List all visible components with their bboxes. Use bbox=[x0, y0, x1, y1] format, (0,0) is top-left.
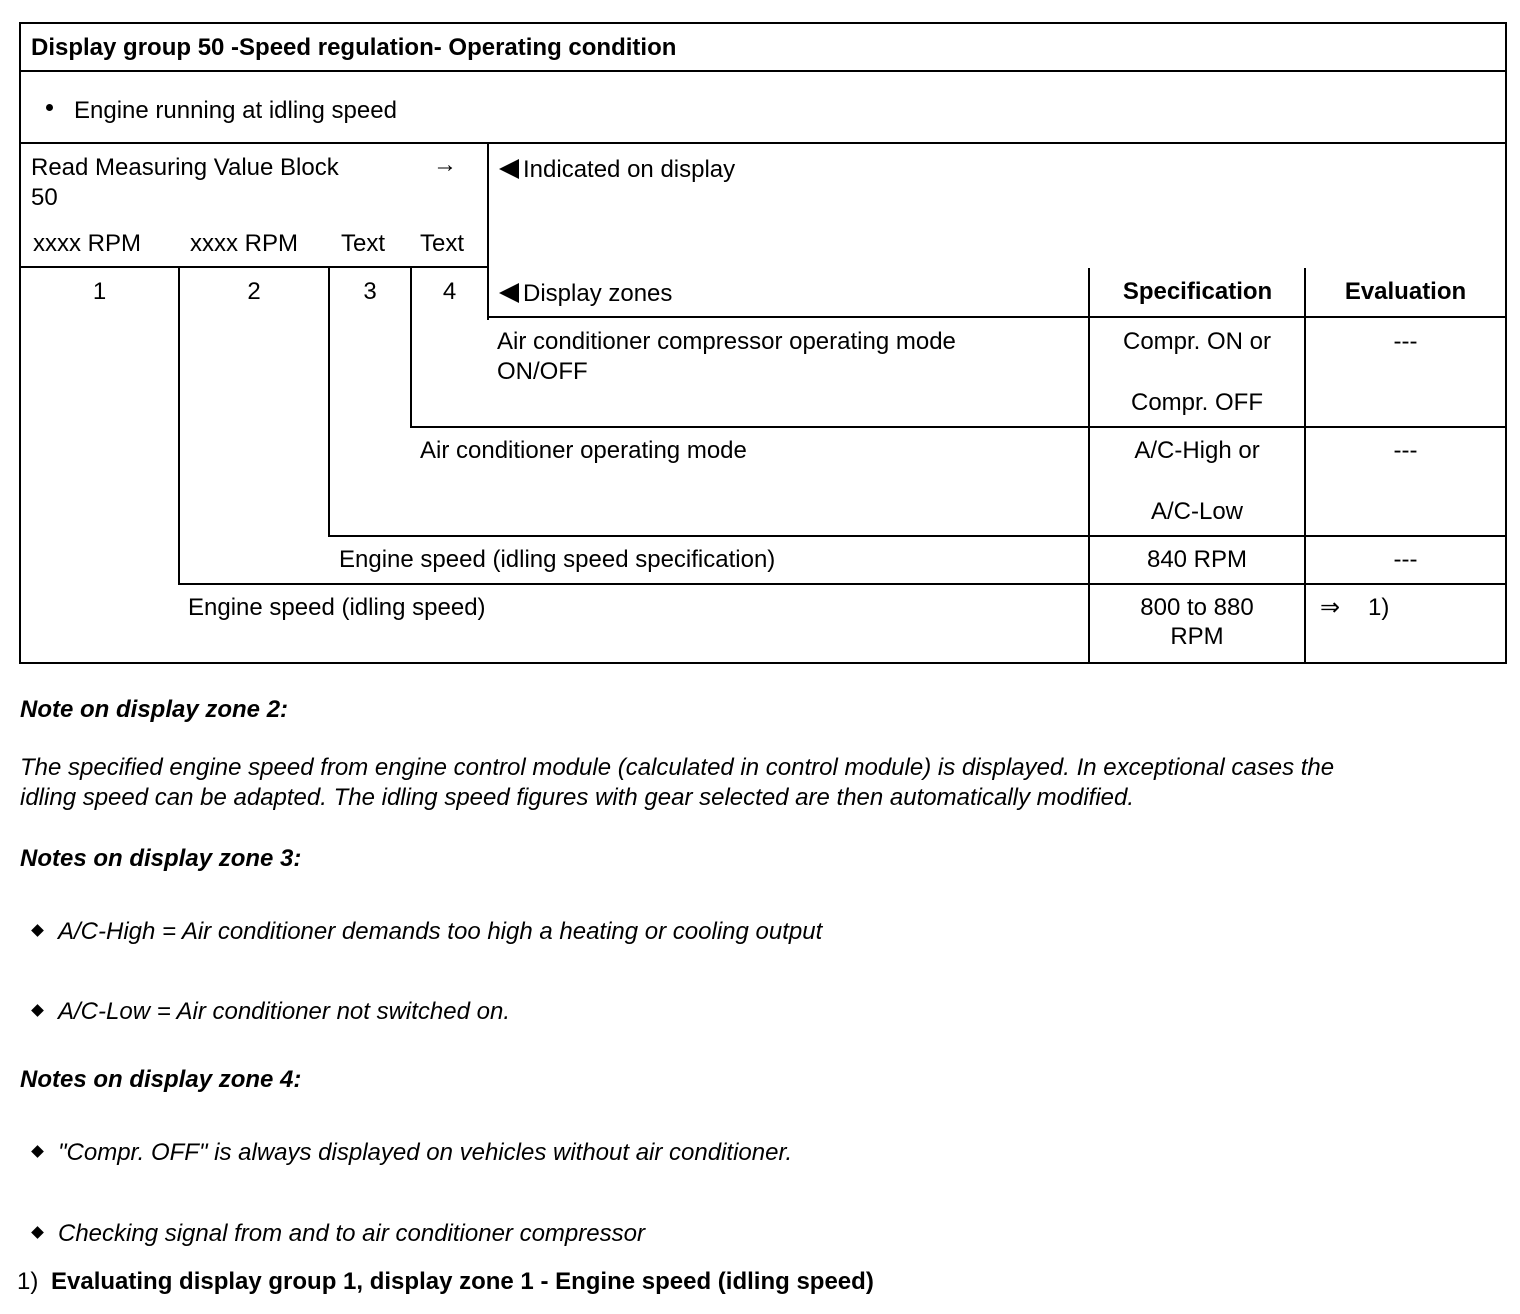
zone4-note-item: Checking signal from and to air conditioner compressor bbox=[58, 1220, 645, 1247]
divider bbox=[19, 266, 489, 268]
divider bbox=[487, 316, 1507, 318]
row-evaluation: --- bbox=[1393, 328, 1418, 355]
specification-header: Specification bbox=[1122, 278, 1273, 305]
zone2-note-text: idling speed can be adapted. The idling speed figures with gear selected are then automatically modified. bbox=[20, 784, 1135, 811]
footnote-reference-link[interactable]: 1) bbox=[1368, 594, 1390, 621]
row-description: ON/OFF bbox=[497, 358, 588, 385]
zone3-bracket-line bbox=[328, 266, 330, 537]
zone-number-3: 3 bbox=[363, 278, 377, 305]
row-description: Air conditioner operating mode bbox=[420, 437, 747, 464]
table-title: Display group 50 -Speed regulation- Operating condition bbox=[31, 34, 677, 61]
row-specification: 800 to 880 bbox=[1140, 594, 1254, 621]
zone3-note-item: A/C-High = Air conditioner demands too high a heating or cooling output bbox=[58, 918, 823, 945]
table-border-bottom bbox=[19, 662, 1507, 664]
diamond-bullet-icon bbox=[31, 1226, 44, 1239]
row-specification: RPM bbox=[1170, 623, 1224, 650]
zone2-bracket-line bbox=[178, 266, 180, 585]
divider bbox=[487, 142, 489, 320]
row-description: Engine speed (idling speed) bbox=[188, 594, 486, 621]
zone4-note-item: "Compr. OFF" is always displayed on vehicles without air conditioner. bbox=[58, 1139, 793, 1166]
read-block-label: Read Measuring Value Block bbox=[31, 154, 339, 181]
row-description: Air conditioner compressor operating mode bbox=[497, 328, 956, 355]
zone2-note-text: The specified engine speed from engine control module (calculated in control module) is displayed. In exceptional cases the bbox=[20, 754, 1335, 781]
evaluation-header: Evaluation bbox=[1344, 278, 1467, 305]
row-specification: A/C-Low bbox=[1150, 498, 1244, 525]
zone-number-2: 2 bbox=[247, 278, 261, 305]
row-specification: Compr. OFF bbox=[1130, 389, 1263, 416]
table-border-right bbox=[1505, 22, 1507, 664]
zone1-unit: xxxx RPM bbox=[33, 230, 141, 257]
diamond-bullet-icon bbox=[31, 1004, 44, 1017]
zone2-unit: xxxx RPM bbox=[190, 230, 298, 257]
zone3-note-heading: Notes on display zone 3: bbox=[20, 845, 302, 872]
divider bbox=[19, 70, 1507, 72]
row-evaluation: --- bbox=[1393, 546, 1418, 573]
divider bbox=[19, 142, 1507, 144]
footnote-text: Evaluating display group 1, display zone 1 - Engine speed (idling speed) bbox=[51, 1268, 874, 1295]
zone4-unit: Text bbox=[420, 230, 465, 257]
read-block-number: 50 bbox=[31, 184, 58, 211]
zone-number-4: 4 bbox=[442, 278, 457, 305]
row-evaluation: --- bbox=[1393, 437, 1418, 464]
zone4-note-heading: Notes on display zone 4: bbox=[20, 1066, 302, 1093]
divider bbox=[410, 426, 1507, 428]
diamond-bullet-icon bbox=[31, 1145, 44, 1158]
row-specification: Compr. ON or bbox=[1122, 328, 1272, 355]
bullet-icon bbox=[46, 104, 53, 111]
divider bbox=[178, 583, 1507, 585]
footnote-marker: 1) bbox=[17, 1268, 39, 1295]
indicated-on-display-label: Indicated on display bbox=[499, 155, 735, 185]
left-triangle-icon bbox=[499, 283, 519, 303]
row-specification: 840 RPM bbox=[1146, 546, 1248, 573]
table-border-top bbox=[19, 22, 1507, 24]
divider bbox=[328, 535, 1507, 537]
double-arrow-icon: ⇒ bbox=[1320, 594, 1341, 621]
operating-condition: Engine running at idling speed bbox=[74, 97, 397, 124]
zone2-note-heading: Note on display zone 2: bbox=[20, 696, 289, 723]
zone3-unit: Text bbox=[341, 230, 386, 257]
row-description: Engine speed (idling speed specification) bbox=[339, 546, 776, 573]
zone4-bracket-line bbox=[410, 266, 412, 428]
display-zones-label: Display zones bbox=[499, 279, 672, 309]
table-border-left bbox=[19, 22, 21, 664]
diamond-bullet-icon bbox=[31, 924, 44, 937]
left-triangle-icon bbox=[499, 159, 519, 179]
row-specification: A/C-High or bbox=[1134, 437, 1260, 464]
right-arrow-icon: → bbox=[433, 151, 457, 178]
zone3-note-item: A/C-Low = Air conditioner not switched on. bbox=[58, 998, 511, 1025]
zone-number-1: 1 bbox=[92, 278, 107, 305]
